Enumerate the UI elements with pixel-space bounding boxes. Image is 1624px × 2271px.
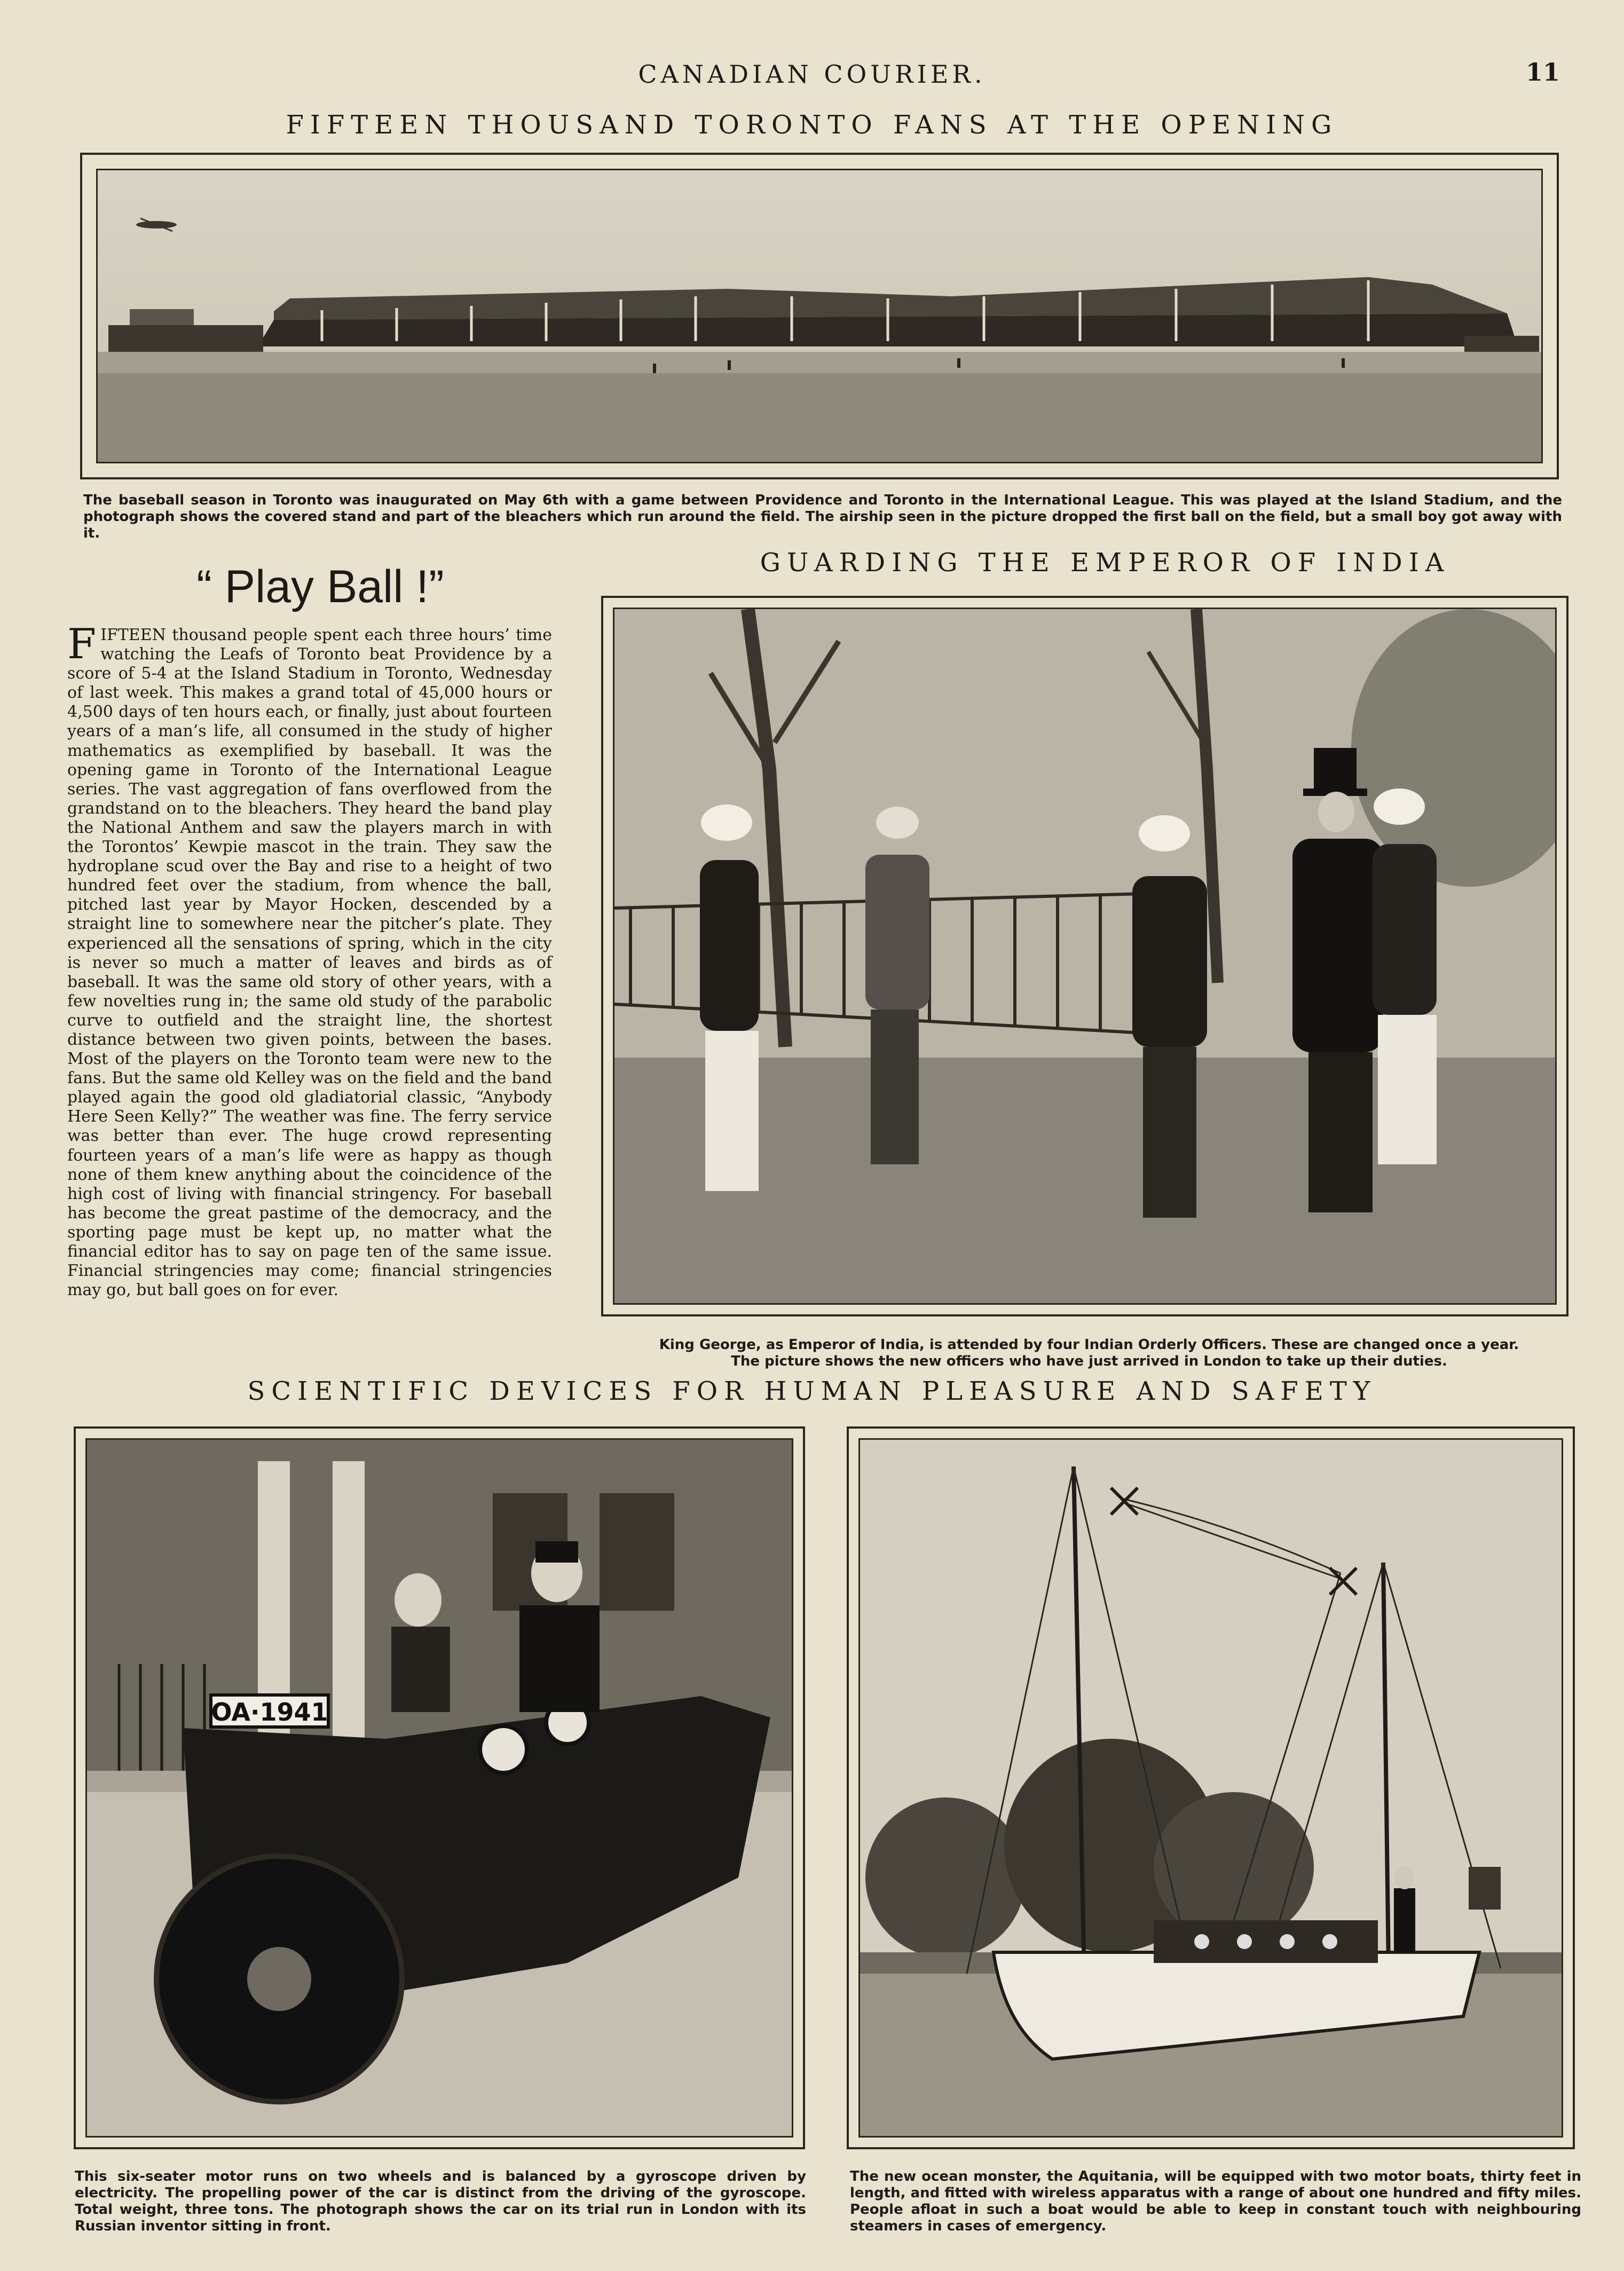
boat-caption: The new ocean monster, the Aquitania, will be equipped with two motor boats, thirty feet in length, and fitted with wireless apparatus with a range of about one hundred and fifty miles. People afloat in such a boat would be able to keep in constant touch with neighbouring steamers in cases of emergency. (850, 2169, 1581, 2234)
emperor-section-title: GUARDING THE EMPEROR OF INDIA (760, 548, 1450, 578)
boat-photo (858, 1438, 1563, 2138)
officer-figure-1 (700, 805, 759, 1191)
article-body (67, 620, 552, 1300)
article-headline: “ Play Ball !” (196, 561, 444, 612)
emperor-caption-line2: The picture shows the new officers who have just arrived in London to take up their duties. (731, 1353, 1447, 1369)
emperor-caption (587, 1337, 1591, 1370)
article-body-text: IFTEEN thousand people spent each three hours’ time watching the Leafs of Toronto beat Providence by a score of 5-4 at the Island Stadium in Toronto, Wednesday of last week. This makes a grand total of 45,000 hours or 4,500 days of ten hours each, or finally, just about fourteen years of a man’s life, all consumed in the study of higher mathematics as exemplified by baseball. It was the opening game in Toronto of the International League series. The vast aggregation of fans overflowed from the grandstand on to the bleachers. They heard the band play the National Anthem and saw the players march in with the Torontos’ Kewpie mascot in the train. They saw the hydroplane scud over the Bay and rise to a height of two hundred feet over the stadium, from whence the ball, pitched last year by Mayor Hocken, descended by a straight line to somewhere near the pitcher’s plate. They experienced all the sensations of spring, which in the city is never so much a matter of leaves and birds as of baseball. It was the same old story of other years, with a few novelties rung in; the same old study of the parabolic curve to outfield and the straight line, the shortest distance between two given points, between the bases. Most of the players on the Toronto team were new to the fans. But the same old Kelley was on the field and the band played again the good old gladiatorial classic, “Anybody Here Seen Kelly?” The weather was fine. The ferry service was better than ever. The huge crowd representing fourteen years of a man’s life were as happy as though none of them knew anything about the coincidence of the high cost of living with financial stringency. For baseball has become the great pastime of the democracy, and the sporting page must be kept up, no matter what the financial editor has to say on page ten of the same issue. Financial stringencies may come; financial stringencies may go, but ball goes on for ever. (67, 626, 552, 1300)
stadium-section-title: FIFTEEN THOUSAND TORONTO FANS AT THE OPENING (286, 110, 1338, 140)
car-photo-frame (74, 1426, 805, 2149)
stadium-photo-frame (80, 153, 1559, 479)
devices-section-title: SCIENTIFIC DEVICES FOR HUMAN PLEASURE AND SAFETY (247, 1376, 1377, 1406)
car-caption: This six-seater motor runs on two wheels and is balanced by a gyroscope driven by electricity. The propelling power of the car is distinct from the driving of the gyroscope. Total weight, three tons. The photograph shows the car on its trial run in London with its Russian inventor sitting in front. (75, 2169, 806, 2234)
stadium-photo (96, 169, 1543, 463)
page-number: 11 (1526, 58, 1560, 86)
emperor-photo-frame (601, 596, 1568, 1316)
stadium-caption: The baseball season in Toronto was inaugurated on May 6th with a game between Providence and Toronto in the International League. This was played at the Island Stadium, and the photograph shows the covered stand and part of the bleachers which run around the field. The airship seen in the picture dropped the first ball on the field, but a small boy got away with it. (83, 492, 1562, 541)
car-photo (85, 1438, 793, 2138)
drop-cap: F (67, 620, 97, 668)
emperor-caption-line1: King George, as Emperor of India, is attended by four Indian Orderly Officers. These are changed once a year. (659, 1337, 1519, 1353)
boat-photo-frame (847, 1426, 1575, 2149)
license-plate: OA·1941 (211, 1698, 328, 1726)
emperor-photo (613, 608, 1557, 1305)
running-head: CANADIAN COURIER. (638, 60, 986, 89)
